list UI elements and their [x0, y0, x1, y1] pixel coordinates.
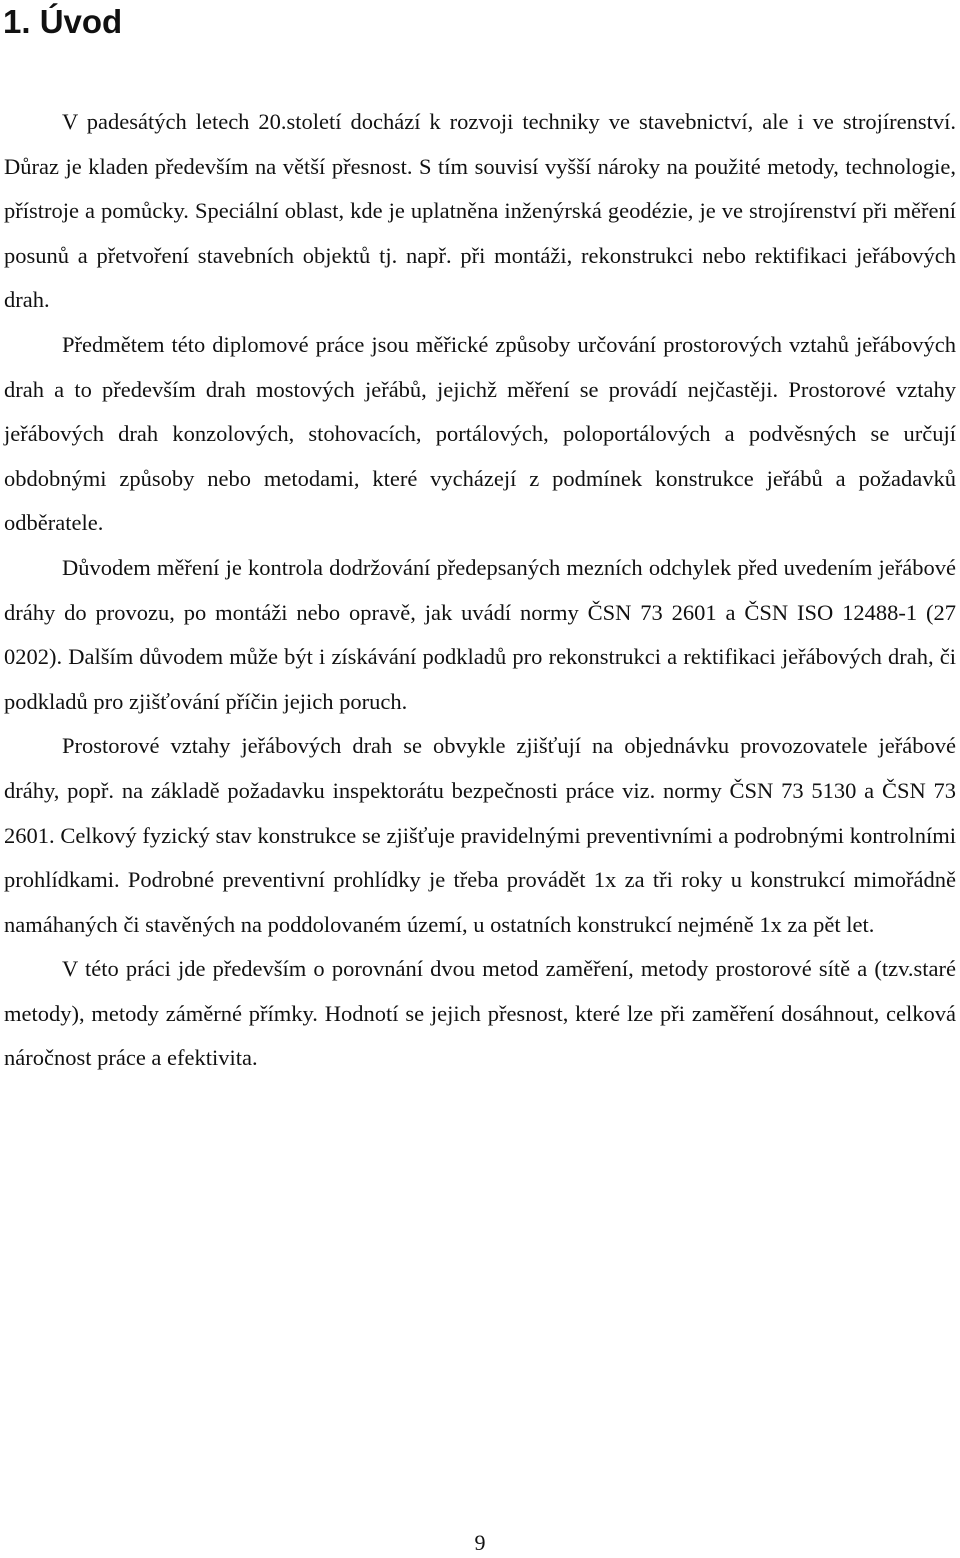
- body-text: [4, 100, 956, 1081]
- paragraph-inspection: Prostorové vztahy jeřábových drah se obvykle zjišťují na objednávku provozovatele jeřábové dráhy, popř. na základě požadavku inspektorátu bezpečnosti práce viz. normy ČSN 73 5130 a ČSN 73 2601. Celkový fyzický stav konstrukce se zjišťuje pravidelnými preventivními a podrobnými kontrolními prohlídkami. Podrobné preventivní prohlídky je třeba provádět 1x za tři roky u konstrukcí mimořádně namáhaných či stavěných na poddolovaném území, u ostatních konstrukcí nejméně 1x za pět let.: [4, 733, 956, 937]
- page-number: 9: [474, 1530, 486, 1555]
- paragraph-reason: Důvodem měření je kontrola dodržování předepsaných mezních odchylek před uvedením jeřábové dráhy do provozu, po montáži nebo opravě, jak uvádí normy ČSN 73 2601 a ČSN ISO 12488-1 (27 0202). Dalším důvodem může být i získávání podkladů pro rekonstrukci a rektifikaci jeřábových drah, či podkladů pro zjišťování příčin jejich poruch.: [4, 554, 956, 714]
- paragraph-comparison: V této práci jde především o porovnání dvou metod zaměření, metody prostorové sítě a (tzv.staré metody), metody záměrné přímky. Hodnotí se jejich přesnost, které lze při zaměření dosáhnout, celková náročnost práce a efektivita.: [4, 956, 956, 1071]
- chapter-heading: 1. Úvod: [3, 3, 123, 40]
- paragraph-subject: Předmětem této diplomové práce jsou měřické způsoby určování prostorových vztahů jeřábových drah a to především drah mostových jeřábů, jejichž měření se provádí nejčastěji. Prostorové vztahy jeřábových drah konzolových, stohovacích, portálových, poloportálových a podvěsných se určují obdobnými způsoby nebo metodami, které vycházejí z podmínek konstrukce jeřábů a požadavků odběratele.: [4, 331, 956, 536]
- paragraph-intro: V padesátých letech 20.století dochází k rozvoji techniky ve stavebnictví, ale i ve strojírenství. Důraz je kladen především na větší přesnost. S tím souvisí vyšší nároky na použité metody, technologie, přístroje a pomůcky. Speciální oblast, kde je uplatněna inženýrská geodézie, je ve strojírenství při měření posunů a přetvoření stavebních objektů tj. např. při montáži, rekonstrukci nebo rektifikaci jeřábových drah.: [4, 109, 956, 313]
